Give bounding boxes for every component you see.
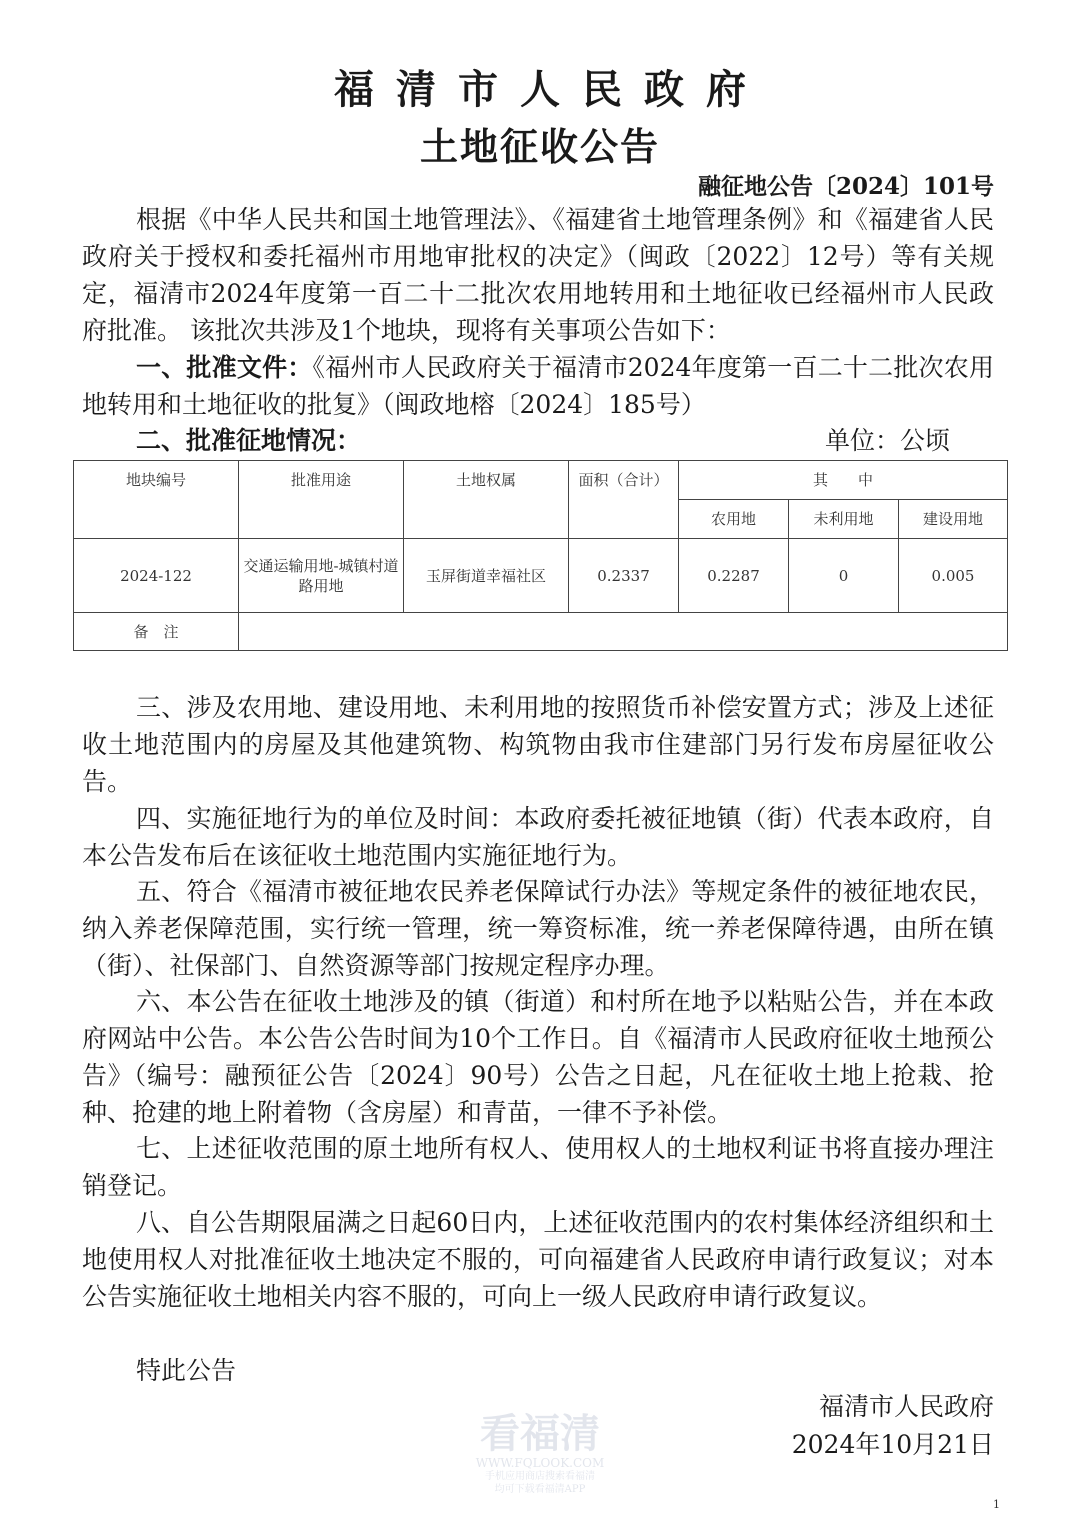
signature-organization: 福清市人民政府 — [818, 1392, 994, 1421]
header-parcel-no: 地块编号 — [74, 461, 239, 539]
table-row — [74, 539, 1008, 613]
cell-area-total: 0.2337 — [569, 539, 679, 613]
section-2-heading: 二、批准征地情况： — [136, 426, 362, 455]
header-construction-land: 建设用地 — [899, 500, 1008, 539]
page-number: 1 — [993, 1498, 1000, 1511]
issuer-title: 福清市人民政府 — [334, 66, 768, 113]
header-of-which: 其 中 — [679, 461, 1008, 500]
watermark-tagline: 手机应用商店搜索看福清 均可下载看福清APP — [485, 1471, 595, 1495]
cell-remark-value — [239, 613, 1008, 651]
cell-unused-land: 0 — [789, 539, 899, 613]
intro-paragraph: 根据《中华人民共和国土地管理法》、《福建省土地管理条例》和《福建省人民政府关于授权和委托福州市用地审批权的决定》（闽政〔2022〕12号）等有关规定，福清市2024年度第一百二十二批次农用地转用和土地征收已经福州市人民政府批准。 该批次共涉及1个地块，现将有关事项公告如下： — [82, 205, 994, 345]
cell-approved-use: 交通运输用地-城镇村道路用地 — [239, 539, 404, 613]
cell-construction-land: 0.005 — [899, 539, 1008, 613]
section-1-text: 《福州市人民政府关于福清市2024年度第一百二十二批次农用地转用和土地征收的批复》（闽政地榕〔2024〕185号） — [82, 353, 994, 419]
header-area-total: 面积（合计） — [569, 461, 679, 539]
cell-ownership: 玉屏街道幸福社区 — [404, 539, 569, 613]
section-7-paragraph: 七、上述征收范围的原土地所有权人、使用权人的土地权利证书将直接办理注销登记。 — [82, 1134, 994, 1200]
section-1-paragraph — [82, 349, 994, 423]
land-acquisition-table — [73, 460, 1008, 651]
header-unused-land: 未利用地 — [789, 500, 899, 539]
document-title: 土地征收公告 — [419, 124, 660, 169]
section-5-paragraph: 五、符合《福清市被征地农民养老保障试行办法》等规定条件的被征地农民，纳入养老保障范围，实行统一管理，统一筹资标准，统一养老保障待遇，由所在镇（街）、社保部门、自然资源等部门按规定程序办理。 — [82, 877, 994, 980]
cell-remark-label: 备 注 — [74, 613, 239, 651]
section-8-paragraph: 八、自公告期限届满之日起60日内，上述征收范围内的农村集体经济组织和土地使用权人对批准征收土地决定不服的，可向福建省人民政府申请行政复议；对本公告实施征收土地相关内容不服的，可向上一级人民政府申请行政复议。 — [82, 1208, 994, 1311]
header-farmland: 农用地 — [679, 500, 789, 539]
header-ownership: 土地权属 — [404, 461, 569, 539]
section-1-label: 一、批准文件： — [136, 353, 313, 382]
section-6-paragraph: 六、本公告在征收土地涉及的镇（街道）和村所在地予以粘贴公告，并在本政府网站中公告。本公告公告时间为10个工作日。自《福清市人民政府征收土地预公告》（编号：融预征公告〔2024〕90号）公告之日起，凡在征收土地上抢栽、抢种、抢建的地上附着物（含房屋）和青苗，一律不予补偿。 — [82, 987, 994, 1127]
watermark-site: WWW.FQLOOK.COM — [475, 1456, 605, 1470]
remark-row — [74, 613, 1008, 651]
section-4-paragraph: 四、实施征地行为的单位及时间：本政府委托被征地镇（街）代表本政府，自本公告发布后在该征收土地范围内实施征地行为。 — [82, 804, 994, 870]
document-number: 融征地公告〔2024〕101号 — [697, 173, 994, 200]
section-3-paragraph: 三、涉及农用地、建设用地、未利用地的按照货币补偿安置方式；涉及上述征收土地范围内的房屋及其他建筑物、构筑物由我市住建部门另行发布房屋征收公告。 — [82, 693, 994, 796]
unit-label: 单位：公顷 — [824, 426, 950, 455]
closing-text: 特此公告 — [136, 1356, 237, 1385]
watermark-brand: 看福清 — [480, 1410, 600, 1457]
header-approved-use: 批准用途 — [239, 461, 404, 539]
watermark-logo — [470, 1412, 610, 1496]
signature-date: 2024年10月21日 — [791, 1430, 994, 1459]
cell-farmland: 0.2287 — [679, 539, 789, 613]
cell-parcel-no: 2024-122 — [74, 539, 239, 613]
